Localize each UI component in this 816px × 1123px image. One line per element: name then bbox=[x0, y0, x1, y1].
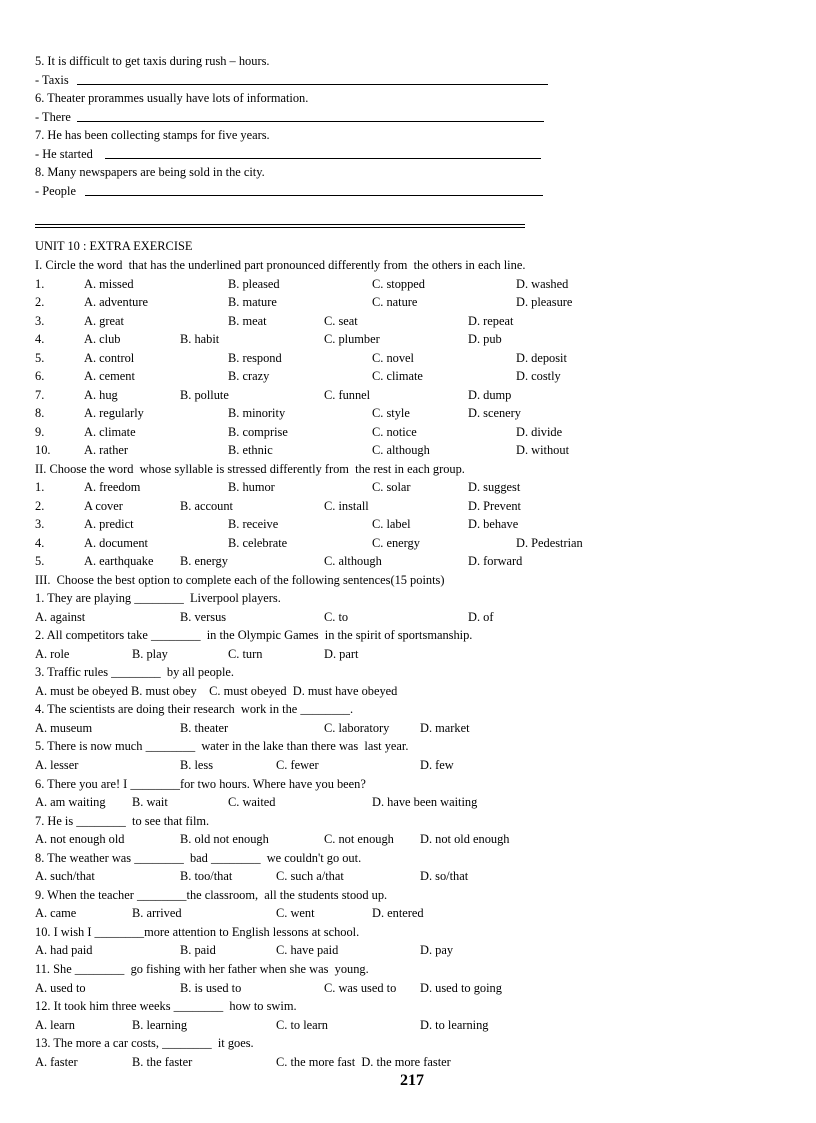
section1-cell: C. seat bbox=[324, 313, 358, 328]
answer-option: B. the faster bbox=[132, 1054, 193, 1069]
answer-option: B. old not enough bbox=[180, 832, 269, 847]
answer-option: C. the more fast D. the more faster bbox=[276, 1054, 451, 1069]
answer-option: B. versus bbox=[180, 609, 227, 624]
answer-option: A. against bbox=[35, 609, 86, 624]
answer-option: C. waited bbox=[228, 795, 276, 809]
answer-option: B. theater bbox=[180, 720, 229, 735]
answer-option: A. came bbox=[35, 906, 77, 921]
section1-cell: 10. bbox=[35, 443, 51, 457]
answer-option: C. fewer bbox=[276, 757, 319, 772]
answer-option: B. too/that bbox=[180, 869, 233, 884]
answer-option: C. to bbox=[324, 609, 349, 624]
answer-option: D. few bbox=[420, 757, 454, 772]
answer-option: D. entered bbox=[372, 906, 424, 921]
section1-cell: A. cement bbox=[84, 369, 135, 383]
section1-cell: A. hug bbox=[84, 387, 118, 402]
section1-cell: B. habit bbox=[180, 332, 220, 346]
section2-cell: 3. bbox=[35, 517, 45, 531]
section2-cell: C. install bbox=[324, 498, 369, 513]
answer-option: D. part bbox=[324, 646, 359, 661]
section1-cell: 9. bbox=[35, 424, 45, 439]
section1-cell: A. great bbox=[84, 313, 124, 328]
answer-option: D. used to going bbox=[420, 980, 502, 995]
section1-cell: B. comprise bbox=[228, 424, 288, 439]
section1-cell: D. washed bbox=[516, 276, 569, 291]
section2-cell: 4. bbox=[35, 535, 45, 550]
section1-cell: A. climate bbox=[84, 424, 136, 439]
section1-cell: A. club bbox=[84, 332, 121, 346]
answer-option: D. not old enough bbox=[420, 832, 510, 847]
question: 2. All competitors take ________ in the Olympic Games in the spirit of sportsmanship. bbox=[35, 628, 473, 643]
section1-cell: 6. bbox=[35, 369, 45, 383]
section1-cell: D. scenery bbox=[468, 406, 521, 420]
section1-cell: 2. bbox=[35, 295, 45, 309]
section1-cell: 5. bbox=[35, 350, 45, 365]
section2-cell: C. label bbox=[372, 517, 411, 531]
section2-cell: A. freedom bbox=[84, 480, 141, 494]
question: 13. The more a car costs, ________ it goes. bbox=[35, 1036, 254, 1051]
answer-option: C. was used to bbox=[324, 980, 397, 995]
section1-cell: 3. bbox=[35, 313, 45, 328]
answer-option: A. must be obeyed B. must obey C. must obeyed D. must have obeyed bbox=[35, 683, 398, 698]
question: 6. There you are! I ________for two hours. Where have you been? bbox=[35, 776, 366, 791]
section1-cell: D. costly bbox=[516, 369, 561, 383]
section1-cell: B. pleased bbox=[228, 276, 280, 291]
section2-cell: D. suggest bbox=[468, 480, 521, 494]
section1-cell: D. divide bbox=[516, 424, 563, 439]
section3-heading: III. Choose the best option to complete each of the following sentences(15 points) bbox=[35, 572, 445, 587]
answer-line bbox=[85, 195, 543, 196]
answer-option: A. had paid bbox=[35, 943, 93, 958]
unit-title: UNIT 10 : EXTRA EXERCISE bbox=[35, 239, 193, 253]
section2-cell: D. behave bbox=[468, 517, 519, 531]
answer-option: C. turn bbox=[228, 646, 263, 661]
question: 5. There is now much ________ water in the lake than there was last year. bbox=[35, 739, 409, 754]
answer-option: A. such/that bbox=[35, 869, 95, 884]
section2-cell: B. receive bbox=[228, 517, 279, 531]
answer-line bbox=[105, 158, 541, 159]
transform-prompt: 6. Theater proramme​s usually have lots of information. bbox=[35, 91, 309, 105]
answer-option: D. market bbox=[420, 720, 470, 735]
answer-option: A. museum bbox=[35, 720, 93, 735]
section1-cell: B. mature bbox=[228, 295, 277, 309]
answer-option: D. of bbox=[468, 609, 494, 624]
section2-cell: A. document bbox=[84, 535, 149, 550]
answer-option: A. faster bbox=[35, 1054, 78, 1069]
answer-option: B. is used to bbox=[180, 980, 242, 995]
transform-start: - He started bbox=[35, 146, 93, 161]
section2-cell: C. solar bbox=[372, 480, 411, 494]
section1-cell: B. minority bbox=[228, 406, 286, 420]
section2-cell: A. earthquake bbox=[84, 554, 154, 568]
section2-cell: 2. bbox=[35, 498, 45, 513]
answer-option: D. to learning bbox=[420, 1017, 489, 1032]
section1-heading: I. Circle the word that has the underlined part pronounced differently from the others in each line. bbox=[35, 258, 526, 272]
answer-option: C. have paid bbox=[276, 943, 339, 958]
section1-cell: D. pleasure bbox=[516, 295, 573, 309]
answer-line bbox=[77, 84, 548, 85]
answer-option: A. am waiting bbox=[35, 795, 106, 809]
section1-cell: C. climate bbox=[372, 369, 423, 383]
answer-option: B. play bbox=[132, 646, 168, 661]
answer-option: C. went bbox=[276, 906, 315, 921]
answer-option: B. less bbox=[180, 757, 214, 772]
question: 12. It took him three weeks ________ how to swim. bbox=[35, 999, 297, 1014]
separator-line bbox=[35, 224, 525, 225]
section1-cell: D. dump bbox=[468, 387, 512, 402]
answer-option: D. pay bbox=[420, 943, 454, 958]
section1-cell: 4. bbox=[35, 332, 45, 346]
section1-cell: C. stopped bbox=[372, 276, 426, 291]
answer-option: C. to learn bbox=[276, 1017, 328, 1032]
section1-cell: B. respond bbox=[228, 350, 282, 365]
question: 10. I wish I ________more attention to English lessons at school. bbox=[35, 924, 360, 939]
section2-cell: D. Pedestrian bbox=[516, 535, 583, 550]
transform-start: - Taxis bbox=[35, 72, 69, 87]
section1-cell: B. pollute bbox=[180, 387, 229, 402]
section1-cell: B. ethnic bbox=[228, 443, 273, 457]
section1-cell: 1. bbox=[35, 276, 45, 291]
page-number: 217 bbox=[400, 1072, 424, 1089]
section1-cell: B. crazy bbox=[228, 369, 270, 383]
answer-option: B. paid bbox=[180, 943, 216, 958]
section2-cell: C. energy bbox=[372, 535, 420, 550]
section2-cell: A cover bbox=[84, 498, 123, 513]
section1-cell: D. repeat bbox=[468, 313, 514, 328]
section1-cell: C. funnel bbox=[324, 387, 371, 402]
transform-prompt: 7. He has been collecting stamps for five years. bbox=[35, 128, 270, 142]
question: 4. The scientists are doing their research work in the ________. bbox=[35, 702, 354, 717]
section1-cell: A. adventure bbox=[84, 295, 148, 309]
question: 9. When the teacher ________the classroom, all the students stood up. bbox=[35, 887, 388, 902]
answer-option: C. not enough bbox=[324, 832, 394, 847]
section1-cell: C. plumber bbox=[324, 332, 380, 346]
section1-cell: 7. bbox=[35, 387, 45, 402]
section1-cell: B. meat bbox=[228, 313, 267, 328]
answer-option: B. wait bbox=[132, 795, 168, 809]
section2-cell: B. energy bbox=[180, 554, 228, 568]
section2-cell: B. account bbox=[180, 498, 233, 513]
section1-cell: C. style bbox=[372, 406, 410, 420]
section1-cell: 8. bbox=[35, 406, 45, 420]
section1-cell: A. regularly bbox=[84, 406, 144, 420]
section1-cell: D. pub bbox=[468, 332, 502, 346]
answer-option: C. such a/that bbox=[276, 869, 344, 884]
section1-cell: D. deposit bbox=[516, 350, 567, 365]
answer-option: A. lesser bbox=[35, 757, 79, 772]
transform-prompt: 5. It is difficult to get taxis during rush – hours. bbox=[35, 54, 270, 68]
section1-cell: A. control bbox=[84, 350, 135, 365]
question: 7. He is ________ to see that film. bbox=[35, 813, 210, 828]
section2-cell: 5. bbox=[35, 554, 45, 568]
transform-start: - People bbox=[35, 183, 76, 198]
section2-cell: C. although bbox=[324, 554, 382, 568]
section2-cell: D. Prevent bbox=[468, 498, 521, 513]
section2-cell: B. humor bbox=[228, 480, 275, 494]
section1-cell: D. without bbox=[516, 443, 570, 457]
section2-cell: 1. bbox=[35, 480, 45, 494]
section2-cell: A. predict bbox=[84, 517, 134, 531]
section2-heading: II. Choose the word whose syllable is stressed differently from the rest in each group. bbox=[35, 461, 465, 476]
separator-line bbox=[35, 227, 525, 228]
answer-option: A. not enough old bbox=[35, 832, 125, 847]
question: 1. They are playing ________ Liverpool players. bbox=[35, 591, 281, 605]
question: 11. She ________ go fishing with her father when she was young. bbox=[35, 962, 369, 976]
answer-line bbox=[77, 121, 544, 122]
section1-cell: C. nature bbox=[372, 295, 418, 309]
section2-cell: D. forward bbox=[468, 554, 523, 568]
section1-cell: C. notice bbox=[372, 424, 417, 439]
question: 8. The weather was ________ bad ________ we couldn't go out. bbox=[35, 850, 362, 865]
section1-cell: C. novel bbox=[372, 350, 414, 365]
answer-option: D. have been waiting bbox=[372, 795, 478, 809]
answer-option: B. arrived bbox=[132, 906, 182, 921]
answer-option: A. used to bbox=[35, 980, 86, 995]
section1-cell: A. missed bbox=[84, 276, 134, 291]
transform-start: - There bbox=[35, 109, 71, 124]
answer-option: A. role bbox=[35, 646, 70, 661]
answer-option: D. so/that bbox=[420, 869, 469, 884]
answer-option: A. learn bbox=[35, 1017, 75, 1032]
answer-option: B. learning bbox=[132, 1017, 188, 1032]
section1-cell: A. rather bbox=[84, 443, 129, 457]
question: 3. Traffic rules ________ by all people. bbox=[35, 665, 235, 680]
section1-cell: C. although bbox=[372, 443, 430, 457]
transform-prompt: 8. Many newspapers are being sold in the city. bbox=[35, 165, 265, 179]
answer-option: C. laboratory bbox=[324, 720, 390, 735]
section2-cell: B. celebrate bbox=[228, 535, 288, 550]
